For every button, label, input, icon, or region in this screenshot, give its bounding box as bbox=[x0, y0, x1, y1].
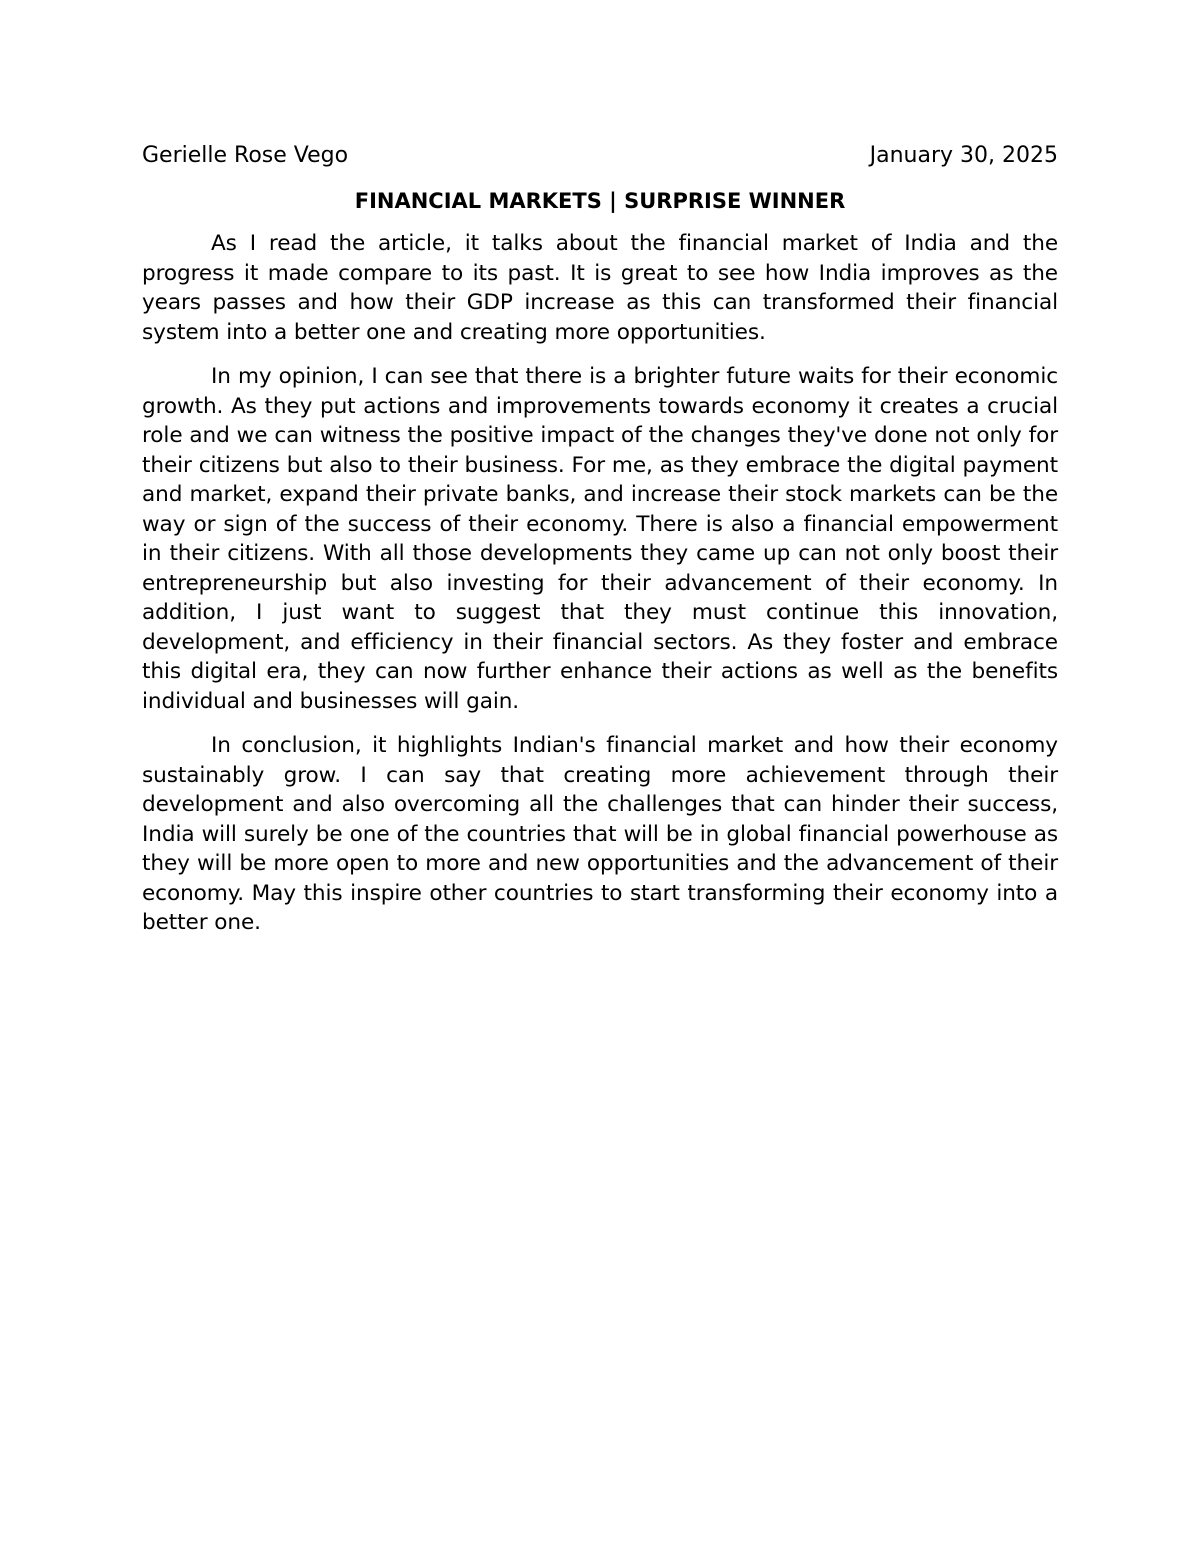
document-date: January 30, 2025 bbox=[869, 143, 1058, 168]
paragraph-opinion: In my opinion, I can see that there is a brighter future waits for their economic growth. As they put actions and improvements towards economy it creates a crucial role and we can witness the positive impact of the changes they've done not only for their citizens but also to their business. For me, as they embrace the digital payment and market, expand their private banks, and increase their stock markets can be the way or sign of the success of their economy. There is also a financial empowerment in their citizens. With all those developments they came up can not only boost their entrepreneurship but also investing for their advancement of their economy. In addition, I just want to suggest that they must continue this innovation, development, and efficiency in their financial sectors. As they foster and embrace this digital era, they can now further enhance their actions as well as the benefits individual and businesses will gain. bbox=[142, 364, 1058, 714]
paragraph-intro: As I read the article, it talks about the financial market of India and the progress it made compare to its past. It is great to see how India improves as the years passes and how their GDP increase as this can transformed their financial system into a better one and creating more opportunities. bbox=[142, 231, 1058, 345]
paragraph-conclusion: In conclusion, it highlights Indian's financial market and how their economy sustainably grow. I can say that creating more achievement through their development and also overcoming all the challenges that can hinder their success, India will surely be one of the countries that will be in global financial powerhouse as they will be more open to more and new opportunities and the advancement of their economy. May this inspire other countries to start transforming their economy into a better one. bbox=[142, 733, 1058, 935]
document-page bbox=[142, 140, 1058, 953]
author-name: Gerielle Rose Vego bbox=[142, 143, 349, 168]
header-row bbox=[142, 140, 1058, 172]
document-title: FINANCIAL MARKETS | SURPRISE WINNER bbox=[354, 189, 846, 213]
